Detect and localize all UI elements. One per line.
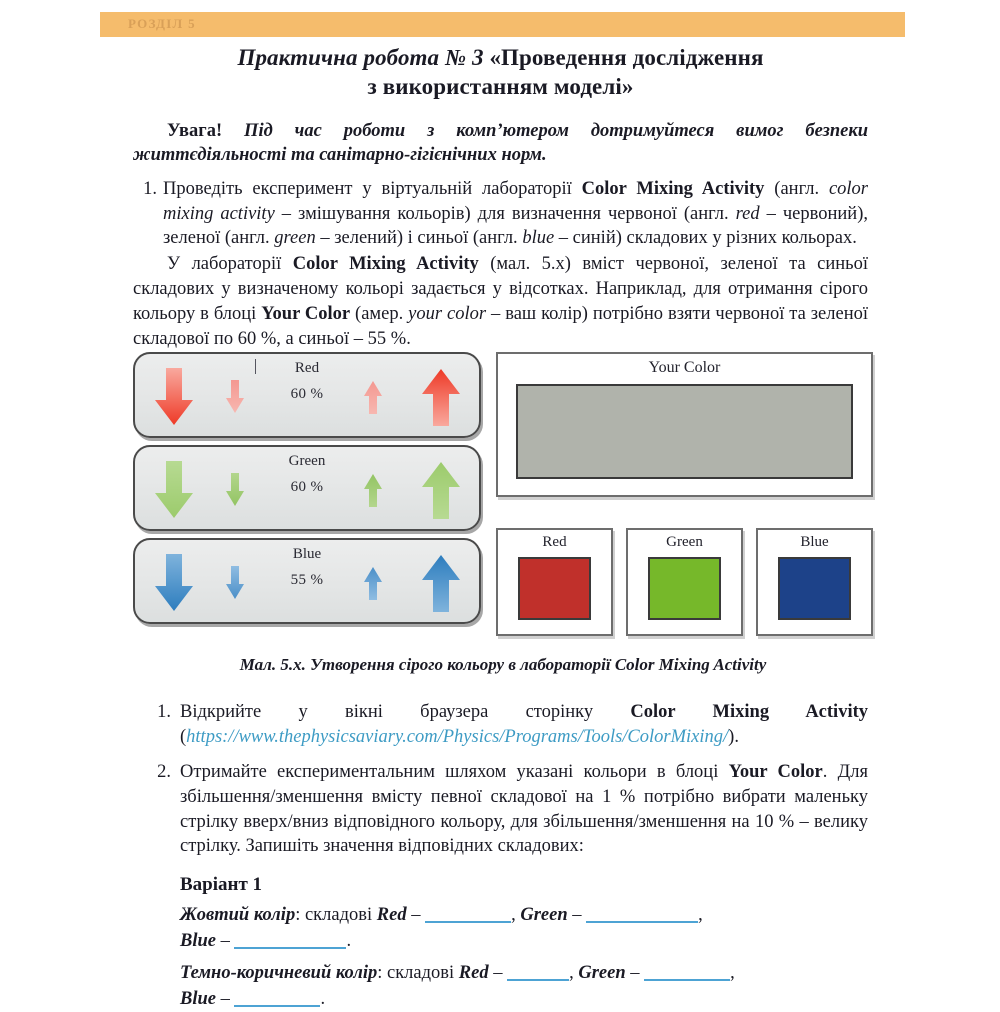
variant-row-yellow-color-name: Жовтий колір — [180, 905, 296, 926]
task-experiment-block-name: Your Color — [728, 761, 823, 782]
task-open-seg-c: ). — [728, 726, 739, 747]
swatch-label-blue: Blue — [800, 534, 829, 550]
task-item-experiment — [133, 760, 868, 860]
task-item-1 — [133, 177, 868, 252]
blank-darkbrown-blue[interactable] — [234, 1005, 320, 1007]
task1-seg-d: – червоний), зеленої (англ. — [163, 203, 868, 249]
task1-p2-block-name: Your Color — [261, 304, 351, 325]
task1-p2-app-name: Color Mixing Activity — [292, 254, 479, 275]
variant-row-yellow-sep: : складові — [295, 905, 377, 926]
channel-value-green: 60 % — [290, 479, 324, 495]
task-experiment-number: 2. — [157, 761, 171, 782]
variant-row-yellow-ch-green: Green — [520, 905, 568, 926]
variant-row-yellow-dash3: – — [215, 930, 235, 951]
task-experiment-seg-a: Отримайте експериментальним шляхом указані кольори в блоці — [180, 761, 729, 782]
task1-term-activity: color mixing activity — [163, 178, 869, 224]
task1-p2-seg-d: – ваш колір) потрібно взяти червоної та зеленої складової по 60 %, а синьої – 55 %. — [133, 304, 868, 349]
small-up-arrow-green-icon[interactable] — [363, 472, 383, 508]
variant-row-darkbrown-color-name: Темно-коричневий колір — [180, 963, 378, 984]
blank-darkbrown-red[interactable] — [507, 979, 569, 981]
variant-row-yellow-comma2: , — [698, 905, 703, 926]
task-open-app-name: Color Mixing Activity — [630, 702, 868, 722]
task-list-top — [133, 177, 868, 252]
variant-row-darkbrown — [180, 961, 868, 1012]
task-item-1-number: 1. — [143, 178, 157, 199]
task-open-seg-a: Відкрийте у вікні браузера сторінку — [180, 702, 631, 722]
big-down-arrow-green-icon[interactable] — [153, 459, 195, 521]
warning-lead: Увага! — [167, 120, 223, 141]
variant-title: Варіант 1 — [180, 874, 263, 896]
task1-seg-c: – змішування кольорів) для визначення червоної (англ. — [274, 203, 736, 224]
chapter-band — [100, 12, 905, 37]
task1-p2-seg-b: (мал. 5.х) вміст червоної, зеленої та синьої складових у визначеному кольорі задається у відсотках. Наприклад, для отримання сірого кольору в блоці — [133, 254, 868, 325]
task1-p2-seg-a: У лабораторії — [167, 254, 293, 275]
variant-row-darkbrown-dash1: – — [488, 963, 508, 984]
big-up-arrow-blue-icon[interactable] — [420, 552, 462, 614]
chapter-label: РОЗДІЛ 5 — [128, 16, 196, 31]
page-title-line1-italic: Практична робота № 3 — [237, 45, 484, 70]
channel-value-blue: 55 % — [290, 572, 324, 588]
variant-row-yellow-ch-blue: Blue — [180, 930, 216, 951]
big-up-arrow-green-icon[interactable] — [420, 459, 462, 521]
channel-label-green: Green — [288, 453, 326, 469]
channel-panel-red — [133, 352, 481, 438]
variant-row-yellow-ch-red: Red — [376, 905, 407, 926]
big-down-arrow-red-icon[interactable] — [153, 366, 195, 428]
task-open-number: 1. — [157, 702, 171, 722]
channel-label-blue: Blue — [292, 546, 322, 562]
figure-caption: Мал. 5.х. Утворення сірого кольору в лабораторії Color Mixing Activity — [239, 655, 767, 674]
variant-row-darkbrown-sep: : складові — [377, 963, 459, 984]
swatch-card-red — [496, 528, 613, 636]
task1-paragraph-2 — [133, 252, 868, 352]
your-color-title: Your Color — [648, 359, 721, 376]
warning-paragraph — [133, 119, 868, 168]
small-down-arrow-red-icon[interactable] — [225, 379, 245, 415]
task-item-open-page — [133, 700, 868, 750]
variant-row-darkbrown-ch-red: Red — [458, 963, 489, 984]
small-down-arrow-blue-icon[interactable] — [225, 565, 245, 601]
task1-seg-a: Проведіть експеримент у віртуальній лабораторії — [163, 178, 582, 199]
channel-panel-blue — [133, 538, 481, 624]
your-color-swatch — [516, 384, 853, 479]
swatch-fill-red — [518, 557, 591, 620]
content-column — [133, 40, 868, 352]
task1-app-name: Color Mixing Activity — [581, 178, 765, 199]
swatch-fill-green — [648, 557, 721, 620]
variant-row-yellow-dash2: – — [567, 905, 587, 926]
task1-seg-e: – зелений) і синьої (англ. — [315, 228, 523, 249]
task1-term-blue: blue — [522, 228, 555, 249]
task-open-seg-b: ( — [180, 726, 187, 747]
variant-row-darkbrown-ch-green: Green — [578, 963, 626, 984]
page-title — [133, 44, 868, 102]
variant-row-yellow-period: . — [346, 930, 352, 951]
variant-row-darkbrown-ch-blue: Blue — [180, 988, 216, 1009]
blank-darkbrown-green[interactable] — [644, 979, 730, 981]
small-up-arrow-red-icon[interactable] — [363, 379, 383, 415]
task1-p2-seg-c: (амер. — [350, 304, 409, 325]
page-title-line2: з використанням моделі» — [367, 73, 634, 99]
blank-yellow-blue[interactable] — [234, 947, 346, 949]
variant-row-yellow-dash1: – — [406, 905, 426, 926]
warning-text: Під час роботи з комп’ютером дотримуйтеся вимог безпеки життєдіяльності та санітарно-гігієнічних норм. — [133, 120, 868, 166]
variant-row-yellow — [180, 903, 868, 954]
task1-term-red: red — [735, 203, 760, 224]
blank-yellow-red[interactable] — [425, 921, 511, 923]
channel-label-red: Red — [294, 360, 320, 376]
variant-row-darkbrown-comma1: , — [569, 963, 579, 984]
swatch-card-green — [626, 528, 743, 636]
variant-row-darkbrown-period: . — [320, 988, 326, 1009]
variant-row-darkbrown-comma2: , — [730, 963, 735, 984]
small-down-arrow-green-icon[interactable] — [225, 472, 245, 508]
task1-term-green: green — [274, 228, 316, 249]
variant-row-darkbrown-dash3: – — [215, 988, 235, 1009]
lower-section — [133, 690, 868, 1012]
variant-row-yellow-comma1: , — [511, 905, 521, 926]
big-down-arrow-blue-icon[interactable] — [153, 552, 195, 614]
page-title-line1-rest: «Проведення дослідження — [483, 45, 764, 70]
channel-slider-group — [133, 352, 485, 631]
task1-seg-b: (англ. — [764, 178, 829, 199]
swatch-fill-blue — [778, 557, 851, 620]
channel-value-red: 60 % — [290, 386, 324, 402]
swatch-label-red: Red — [542, 534, 567, 550]
swatch-card-blue — [756, 528, 873, 636]
big-up-arrow-red-icon[interactable] — [420, 366, 462, 428]
variant-row-darkbrown-dash2: – — [625, 963, 645, 984]
channel-panel-green — [133, 445, 481, 531]
color-mixing-figure — [133, 352, 873, 640]
channel-swatch-row — [496, 528, 873, 640]
small-up-arrow-blue-icon[interactable] — [363, 565, 383, 601]
task1-seg-f: – синій) складових у різних кольорах. — [554, 228, 857, 249]
your-color-panel — [496, 352, 873, 497]
color-mixing-url-link[interactable]: https://www.thephysicsaviary.com/Physics/Programs/Tools/ColorMixing/ — [186, 726, 729, 747]
task-experiment-seg-b: . Для збільшення/зменшення вмісту певної складової на 1 % потрібно вибрати маленьку стрілку вверх/вниз відповідного кольору, для збільшення/зменшення на 10 % – велику стрілку. Запишіть значення відповідних складових: — [180, 761, 868, 857]
task1-p2-term-yourcolor: your color — [408, 304, 487, 325]
blank-yellow-green[interactable] — [586, 921, 698, 923]
task-list-bottom — [133, 700, 868, 859]
swatch-label-green: Green — [666, 534, 703, 550]
variant-section — [133, 874, 868, 1012]
